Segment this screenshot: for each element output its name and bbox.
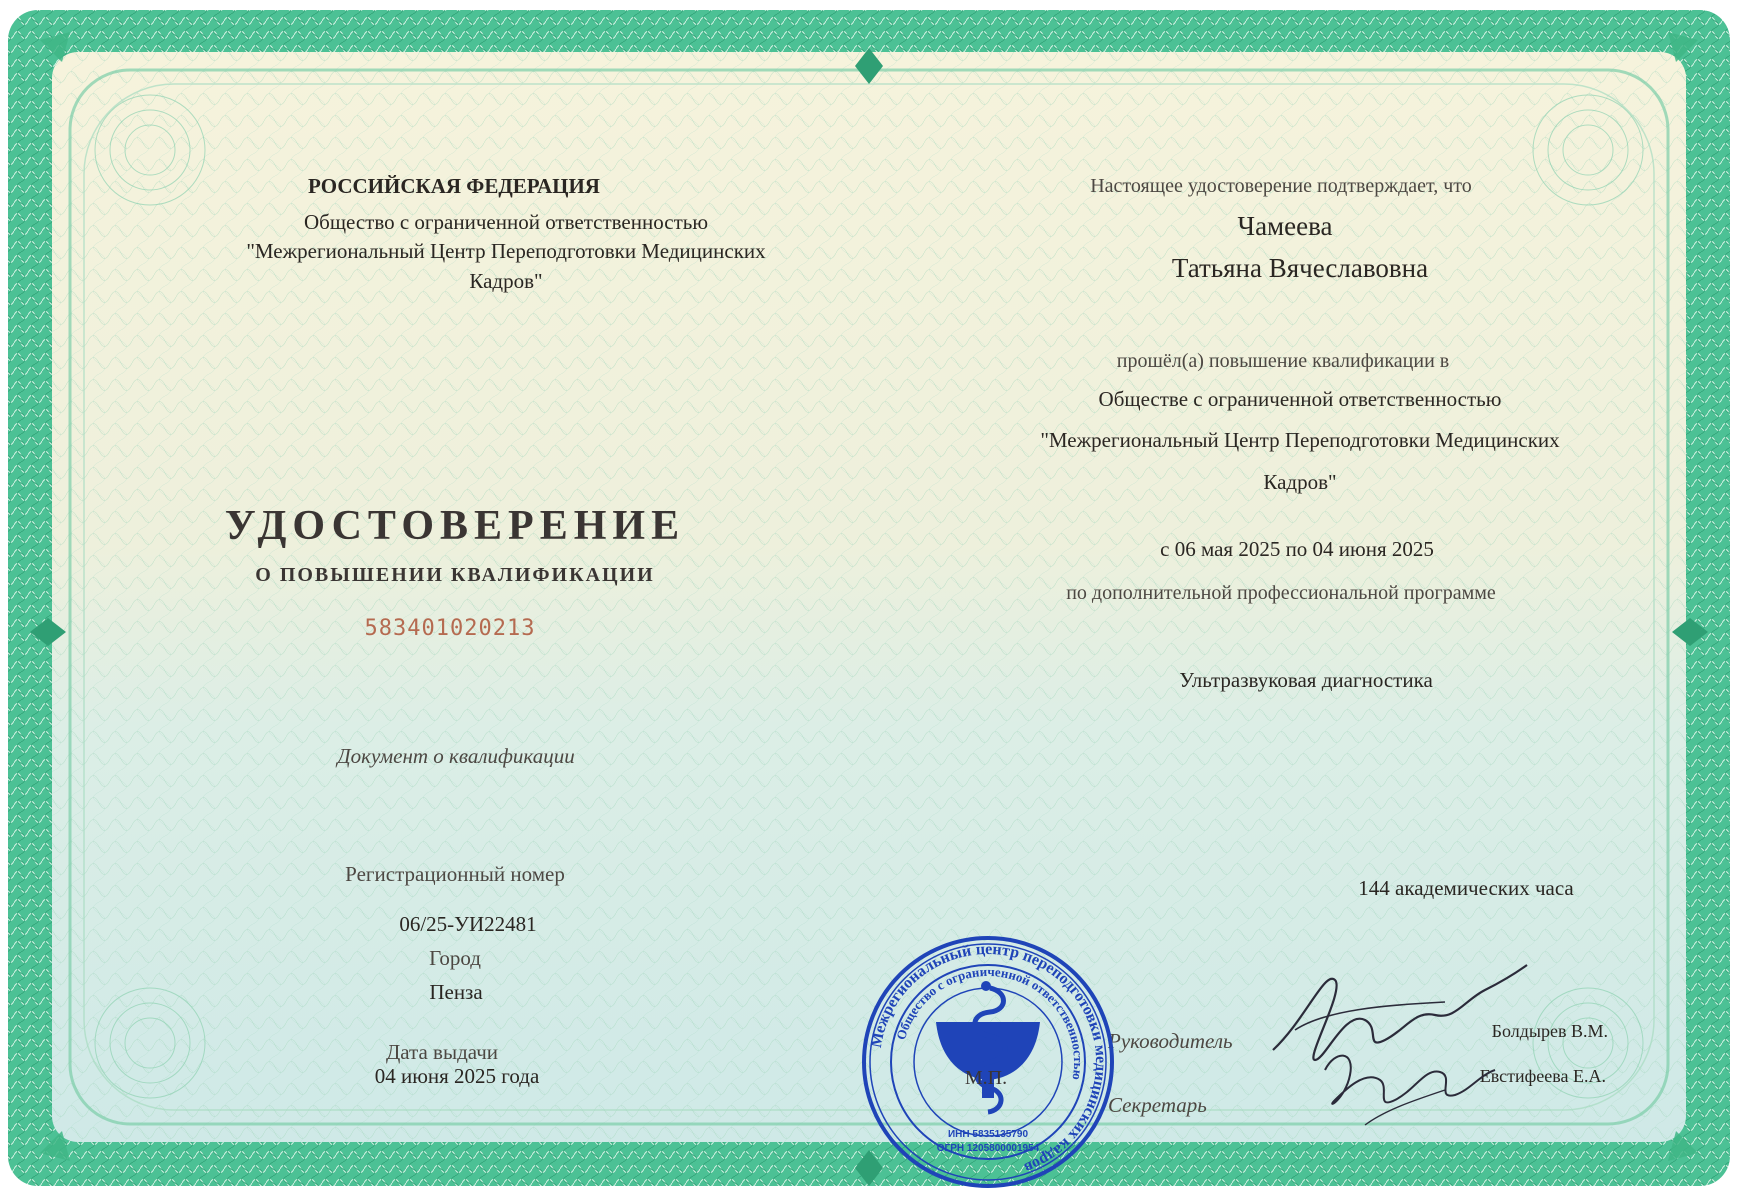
certificate-subtitle: О ПОВЫШЕНИИ КВАЛИФИКАЦИИ: [255, 564, 655, 586]
head-name: Болдырев В.М.: [1491, 1021, 1608, 1041]
confirmation-text: Настоящее удостоверение подтверждает, что: [1090, 175, 1472, 197]
stamp-inner-text: Общество с ограниченной ответственностью: [893, 963, 1087, 1081]
registration-number: 06/25-УИ22481: [399, 912, 537, 936]
country-name: РОССИЙСКАЯ ФЕДЕРАЦИЯ: [308, 174, 600, 198]
holder-surname: Чамеева: [1237, 211, 1333, 241]
document-type: Документ о квалификации: [337, 744, 575, 768]
city-label: Город: [429, 946, 481, 970]
left-org-line-2: "Межрегиональный Центр Переподготовки Медицинских: [246, 239, 766, 263]
program-label: по дополнительной профессиональной программе: [1066, 582, 1496, 604]
secretary-signature: [1325, 1056, 1495, 1104]
passed-text: прошёл(а) повышение квалификации в: [1116, 350, 1450, 372]
holder-name: Татьяна Вячеславовна: [1171, 253, 1429, 283]
right-org-line-2: "Межрегиональный Центр Переподготовки Медицинских: [1040, 428, 1560, 452]
left-org-line-1: Общество с ограниченной ответственностью: [303, 210, 709, 234]
stamp-ogrn: ОГРН 1205800001954: [936, 1143, 1040, 1154]
program-name: Ультразвуковая диагностика: [1179, 668, 1433, 692]
head-label: Руководитель: [1108, 1029, 1233, 1053]
signatures: [1265, 950, 1535, 1135]
serial-number: 583401020213: [364, 616, 536, 641]
issue-date: 04 июня 2025 года: [374, 1064, 540, 1088]
stamp-place-mark: М.П.: [964, 1067, 1008, 1089]
organization-stamp: [858, 932, 1118, 1192]
academic-hours: 144 академических часа: [1358, 876, 1574, 900]
bowl-of-hygieia-icon: [936, 981, 1040, 1112]
head-signature: [1273, 965, 1527, 1060]
stamp-inn: ИНН 5835135790: [947, 1129, 1029, 1140]
stamp-outer-text: Межрегиональный центр переподготовки медицинских кадров: [867, 940, 1110, 1177]
issue-date-label: Дата выдачи: [385, 1040, 499, 1064]
certificate-title: УДОСТОВЕРЕНИЕ: [224, 503, 686, 549]
right-org-line-1: Обществе с ограниченной ответственностью: [1098, 387, 1502, 411]
registration-label: Регистрационный номер: [345, 862, 565, 886]
secretary-label: Секретарь: [1108, 1093, 1207, 1117]
right-org-line-3: Кадров": [1263, 470, 1337, 494]
left-org-line-3: Кадров": [469, 269, 543, 293]
secretary-name: Евстифеева Е.А.: [1479, 1066, 1606, 1086]
study-period: с 06 мая 2025 по 04 июня 2025: [1160, 537, 1434, 561]
city-name: Пенза: [429, 980, 483, 1004]
